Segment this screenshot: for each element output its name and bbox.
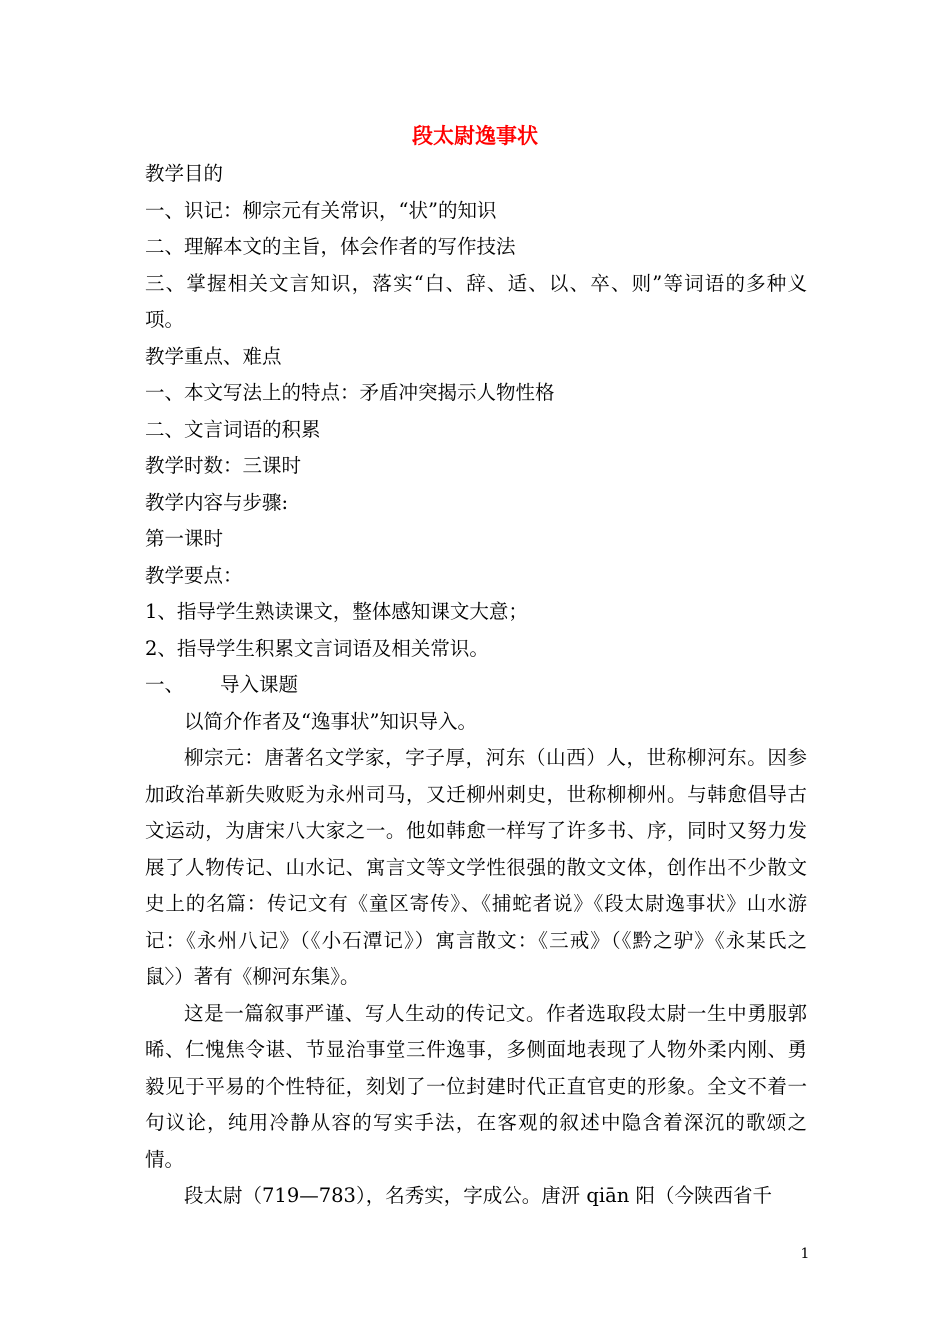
page-number: 1 — [800, 1246, 810, 1262]
objective-item: 二、理解本文的主旨，体会作者的写作技法 — [145, 235, 516, 258]
section-heading-focus: 教学重点、难点 — [145, 344, 282, 368]
key-point-item: 1、指导学生熟读课文，整体感知课文大意； — [145, 600, 528, 623]
paragraph-summary: 这是一篇叙事严谨、写人生动的传记文。作者选取段太尉一生中勇服郭晞、仁愧焦令谌、节显治事堂三件逸事，多侧面地表现了人物外柔内刚、勇毅见于平易的个性特征，刻划了一位封建时代正直官吏的形象。全文不着一句议论，纯用冷静从容的写实手法，在客观的叙述中隐含着深沉的歌颂之情。 — [145, 1001, 807, 1171]
step-title: 导入课题 — [220, 673, 299, 696]
document-title: 段太尉逸事状 — [412, 123, 538, 148]
key-point-item: 2、指导学生积累文言词语及相关常识。 — [145, 636, 489, 660]
focus-item: 一、本文写法上的特点：矛盾冲突揭示人物性格 — [145, 381, 555, 404]
paragraph-author: 柳宗元：唐著名文学家，字子厚，河东（山西）人，世称柳河东。因参加政治革新失败贬为永州司马，又迁柳州刺史，世称柳柳州。与韩愈倡导古文运动，为唐宋八大家之一。他如韩愈一样写了许多书、序，同时又努力发展了人物传记、山水记、寓言文等文学性很强的散文文体，创作出不少散文史上的名篇：传记文有《童区寄传》、《捕蛇者说》《段太尉逸事状》山水游记：《永州八记》（《小石潭记》）寓言散文：《三戒》（《黔之驴》《永某氏之鼠〉）著有《柳河东集》。 — [145, 746, 807, 988]
teaching-hours: 教学时数：三课时 — [145, 454, 302, 477]
objective-item: 一、识记：柳宗元有关常识，“状”的知识 — [145, 198, 497, 222]
step-number: 一、 — [145, 673, 185, 696]
lesson-heading: 第一课时 — [145, 527, 224, 550]
paragraph-subject: 段太尉（719—783），名秀实，字成公。唐汧 qiān 阳（今陕西省千 — [184, 1184, 772, 1207]
step-heading — [145, 667, 807, 704]
objective-item: 三、掌握相关文言知识，落实“白、辞、适、以、卒、则”等词语的多种义项。 — [145, 271, 807, 331]
focus-item: 二、文言词语的积累 — [145, 417, 321, 441]
document-body — [145, 156, 807, 1215]
paragraph-intro: 以简介作者及“逸事状”知识导入。 — [184, 709, 477, 733]
section-heading-objectives: 教学目的 — [145, 162, 224, 185]
section-heading-steps: 教学内容与步骤: — [145, 490, 289, 514]
section-heading-key-points: 教学要点： — [145, 563, 243, 587]
